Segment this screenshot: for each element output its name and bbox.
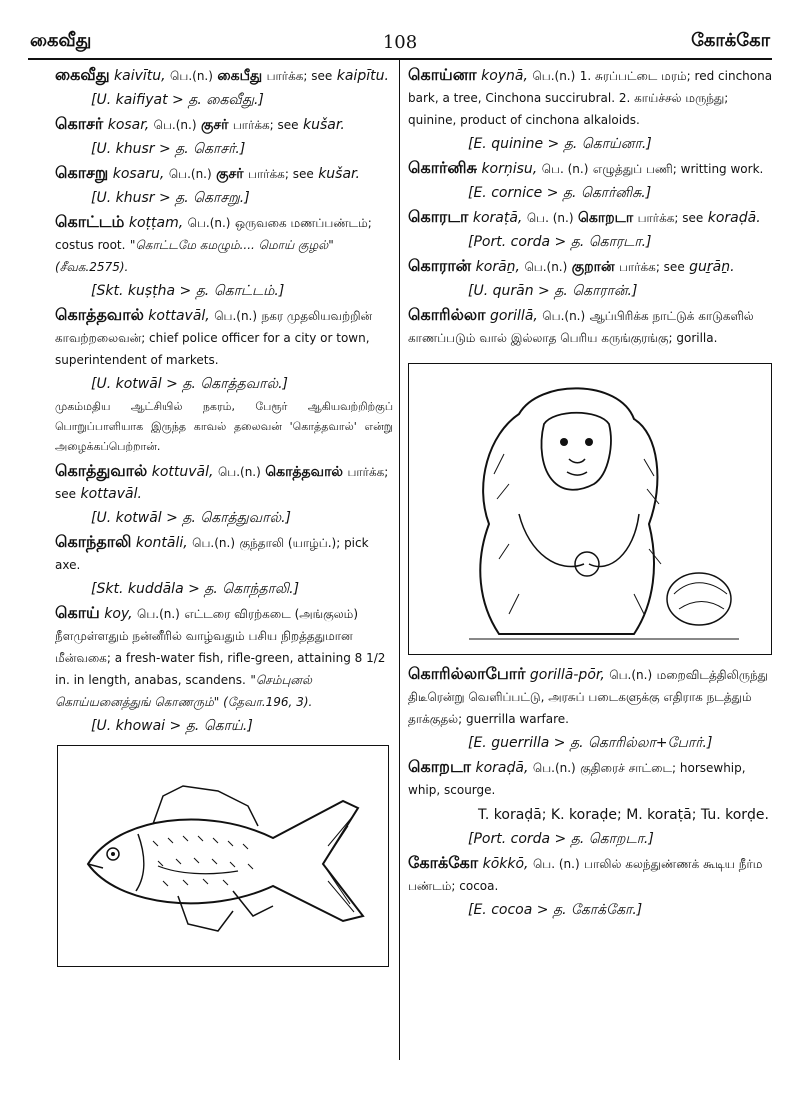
transliteration: kōkkō, (482, 856, 529, 872)
headword: கோக்கோ (408, 853, 479, 872)
etymology: [U. khowai > த. கொய்.] (91, 718, 253, 734)
see-word: kušar. (303, 117, 345, 133)
page-number: 108 (382, 32, 418, 53)
headword: கொர்னிசு (408, 158, 477, 177)
definition: குந்தாலி (யாழ்ப்.); pick axe. (55, 536, 369, 572)
cross-reference: கொறடா (577, 210, 634, 226)
etymology: [Port. corda > த. கொரடா.] (468, 234, 652, 250)
transliteration: gorillā-pōr, (529, 667, 605, 683)
headword: கொய் (55, 603, 100, 622)
fish-drawing (58, 746, 388, 966)
part-of-speech: பெ.(n.) (542, 309, 586, 323)
entry-kornisu (408, 157, 773, 180)
transliteration: kottuvāl, (151, 464, 214, 480)
definition: பார்க்க; see (248, 167, 314, 181)
definition: பாலில் கலந்துண்ணக் கூடிய நீர்ம பண்டம்; cocoa. (408, 857, 763, 893)
definition: எழுத்துப் பணி; writting work. (592, 162, 764, 176)
part-of-speech: பெ.(n.) (532, 69, 576, 83)
part-of-speech: பெ.(n.) (532, 761, 576, 775)
definition: நகர முதலியவற்றின் காவற்றலைவன்; chief police officer for a city or town, superintendent of markets. (55, 309, 373, 367)
part-of-speech: பெ.(n.) (187, 216, 231, 230)
entry-kottavaal (55, 304, 393, 371)
definition: மறைவிடத்திலிருந்து திடீரென்று வெளிப்பட்டு, அரசுப் படைகளுக்கு எதிராக நடத்தும் தாக்குதல்; guerrilla warfare. (408, 668, 769, 726)
part-of-speech: பெ.(n.) (214, 309, 258, 323)
definition: பார்க்க; see (619, 260, 685, 274)
transliteration: kosar, (107, 117, 150, 133)
definition: பார்க்க; see (55, 465, 389, 501)
definition: ஆப்பிரிக்க நாட்டுக் காடுகளில் காணப்படும் வால் இல்லாத பெரிய கருங்குரங்கு; gorilla. (408, 309, 754, 345)
part-of-speech: பெ. (n.) (532, 857, 580, 871)
see-word: kušar. (318, 166, 360, 182)
etymology: [U. khusr > த. கொசறு.] (91, 190, 250, 206)
transliteration: korņisu, (481, 161, 538, 177)
headword: கொறடா (408, 757, 472, 776)
etymology: [E. quinine > த. கொய்னா.] (468, 136, 652, 152)
header-last-word: கோக்கோ (691, 30, 770, 51)
entry-kaivitu (55, 64, 393, 87)
fish-illustration (57, 745, 389, 967)
header-first-word: கைவீது (30, 30, 92, 51)
etymology: [U. kaifiyat > த. கைவீது.] (91, 92, 264, 108)
entry-kontaali (55, 531, 393, 576)
etymology: [E. guerrilla > த. கொரில்லா+போர்.] (468, 735, 713, 751)
etymology: [Skt. kuddāla > த. கொந்தாலி.] (91, 581, 300, 597)
definition: குதிரைச் சாட்டை; horsewhip, whip, scourge. (408, 761, 746, 797)
entry-koradaa-2 (408, 756, 773, 801)
transliteration: koynā, (481, 68, 528, 84)
etymology: [U. kotwāl > த. கொத்துவால்.] (91, 510, 292, 526)
see-word: kottavāl. (80, 486, 142, 502)
headword: கொந்தாலி (55, 532, 132, 551)
transliteration: kontāli, (135, 535, 188, 551)
headword: கொட்டம் (55, 212, 125, 231)
left-column (55, 64, 393, 967)
page-header (30, 30, 770, 58)
entry-koy (55, 602, 393, 713)
etymology: [E. cocoa > த. கோக்கோ.] (468, 902, 643, 918)
definition: பார்க்க; see (637, 211, 704, 225)
headword: கொசர் (55, 114, 104, 133)
entry-gorilla (408, 304, 773, 349)
etymology: [U. kotwāl > த. கொத்தவால்.] (91, 376, 288, 392)
entry-koraan (408, 255, 773, 278)
entry-kokko (408, 852, 773, 897)
entry-kottam (55, 211, 393, 278)
usage-note: முகம்மதிய ஆட்சியில் நகரம், பேரூர் ஆகியவற்றிற்குப் பொறுப்பாளியாக இருந்த காவல் தலைவன் 'கொத்தவால்' என்று அழைக்கப்பெற்றான். (55, 400, 393, 453)
transliteration: kottavāl, (148, 308, 210, 324)
part-of-speech: பெ. (n.) (541, 162, 589, 176)
entry-gorillapor (408, 663, 773, 730)
headword: கொய்னா (408, 65, 477, 84)
see-word: guṟāṉ. (689, 259, 735, 275)
transliteration: kaivītu, (114, 68, 166, 84)
transliteration: koṭṭam, (128, 215, 184, 231)
definition: எட்டரை விரற்கடை (அங்குலம்) நீளமுள்ளதும் நன்னீரில் வாழ்வதும் பசிய நிறத்ததுமான மீன்வகை; a fresh-water fish, rifle-green, attaining 8 1/2 in. in length, anabas, scandens. (55, 607, 386, 687)
headword: கொரில்லாபோர் (408, 664, 526, 683)
cross-reference: குறான் (571, 259, 615, 275)
part-of-speech: பெ. (n.) (526, 211, 574, 225)
entry-koynaa (408, 64, 773, 131)
etymology: [U. khusr > த. கொசர்.] (91, 141, 246, 157)
etymology: [Port. corda > த. கொறடா.] (468, 831, 654, 847)
see-word: kaipītu. (336, 68, 389, 84)
part-of-speech: பெ.(n.) (153, 118, 197, 132)
part-of-speech: பெ.(n.) (137, 607, 180, 621)
transliteration: koy, (104, 606, 133, 622)
literary-quote: "கொட்டமே கமழும்.... மொய் குழல்" (சீவக.2575). (55, 238, 334, 274)
part-of-speech: பெ.(n.) (168, 167, 212, 181)
transliteration: kosaru, (112, 166, 165, 182)
cross-reference: கொத்தவால் (265, 464, 344, 480)
headword: கொத்தவால் (55, 305, 144, 324)
definition: ஒருவகை மணப்பண்டம்; costus root. (55, 216, 372, 252)
transliteration: gorillā, (489, 308, 538, 324)
part-of-speech: பெ.(n.) (609, 668, 653, 682)
headword: கொசறு (55, 163, 109, 182)
cognate-forms: T. koraḍā; K. koraḍe; M. koraṭā; Tu. korḍe. (478, 807, 769, 823)
part-of-speech: பெ.(n.) (217, 465, 261, 479)
header-rule (28, 58, 772, 60)
definition: 1. சுரப்பட்டை மரம்; red cinchona bark, a tree, Cinchona succirubral. 2. காய்ச்சல் மருந்து; quinine, product of cinchona alkaloids. (408, 69, 773, 127)
entry-kosaru (55, 162, 393, 185)
right-column (408, 64, 773, 923)
part-of-speech: பெ.(n.) (170, 69, 213, 83)
cross-reference: கைபீது (217, 68, 263, 84)
etymology: [U. qurān > த. கொரான்.] (468, 283, 638, 299)
see-word: koraḍā. (707, 210, 761, 226)
headword: கொத்துவால் (55, 461, 148, 480)
definition: பார்க்க; see (232, 118, 299, 132)
transliteration: koraḍā, (475, 760, 529, 776)
part-of-speech: பெ.(n.) (524, 260, 568, 274)
gorilla-illustration (408, 363, 772, 655)
definition: பார்க்க; see (266, 69, 333, 83)
literary-quote: "செம்புனல் கொய்யனைத்துங் கொணரும்" (தேவா.196, 3). (55, 673, 313, 709)
entry-koradaa (408, 206, 773, 229)
part-of-speech: பெ.(n.) (192, 536, 236, 550)
cross-reference: குசர் (200, 117, 229, 133)
headword: கொரடா (408, 207, 469, 226)
headword: கொரில்லா (408, 305, 486, 324)
entry-kottuvaal (55, 460, 393, 505)
entry-kosar (55, 113, 393, 136)
gorilla-drawing (409, 364, 771, 654)
headword: கொரான் (408, 256, 472, 275)
cross-reference: குசர் (216, 166, 244, 182)
etymology: [E. cornice > த. கொர்னிசு.] (468, 185, 652, 201)
transliteration: koraṭā, (472, 210, 523, 226)
transliteration: korāṉ, (475, 259, 520, 275)
column-divider (399, 60, 400, 1060)
etymology: [Skt. kuṣṭha > த. கொட்டம்.] (91, 283, 285, 299)
headword: கைவீது (55, 65, 110, 84)
